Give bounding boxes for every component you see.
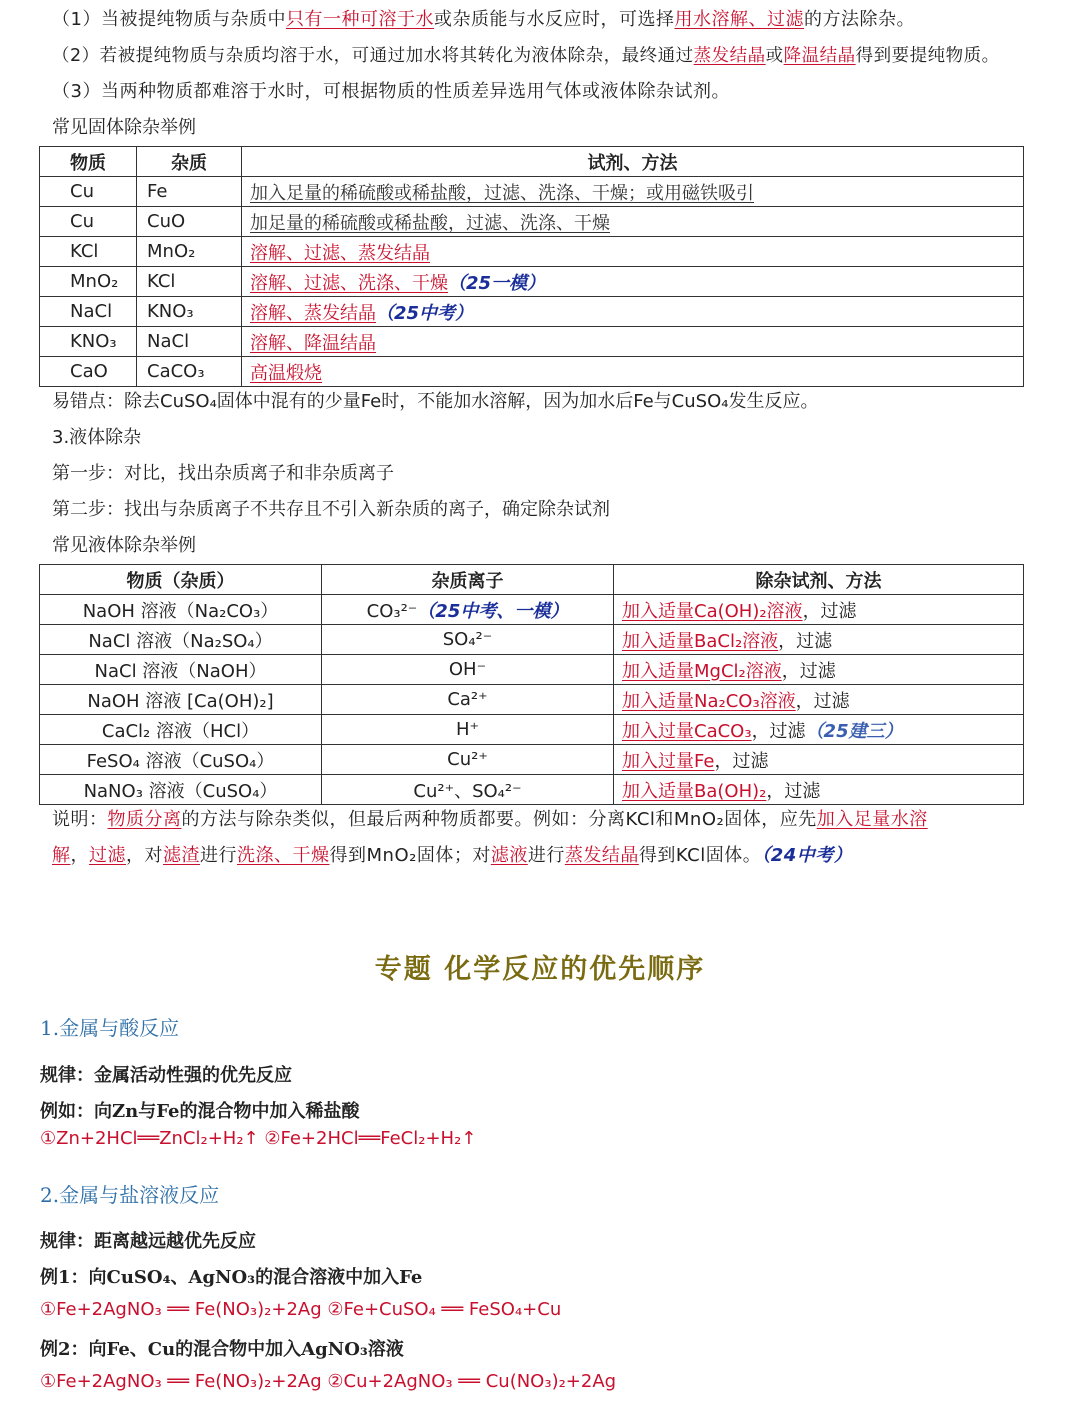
cell-method — [242, 327, 1024, 357]
table-header: 杂质 — [137, 147, 242, 177]
text: 说明： — [52, 809, 108, 830]
cell-reagent — [614, 655, 1024, 685]
text: ， — [70, 845, 89, 866]
rule-1: 规律：金属活动性强的优先反应 — [40, 1065, 292, 1086]
cell-reagent — [614, 685, 1024, 715]
cell-impurity: CuO — [137, 207, 242, 237]
cell-substance: NaCl 溶液（Na₂SO₄） — [40, 625, 322, 655]
text: 得到MnO₂固体；对 — [329, 845, 491, 866]
cell-impurity: KCl — [137, 267, 242, 297]
ion-text: Ca²⁺ — [447, 689, 488, 710]
ion-text: CO₃²⁻ — [366, 600, 418, 622]
cell-reagent — [614, 715, 1024, 745]
cell-ion — [322, 775, 614, 805]
reagent-text: 加入适量Ba(OH)₂ — [622, 780, 767, 802]
cell-substance: NaNO₃ 溶液（CuSO₄） — [40, 775, 322, 805]
method-text: 溶解、降温结晶 — [250, 332, 376, 354]
method-rest: ，过滤 — [751, 720, 806, 742]
text: 得到要提纯物质。 — [855, 46, 1000, 66]
table-row — [40, 327, 1024, 357]
reagent-text: 加入过量Fe — [622, 750, 715, 772]
table-row — [40, 237, 1024, 267]
cell-substance: KNO₃ — [40, 327, 137, 357]
reagent-text: 加入适量MgCl₂溶液 — [622, 660, 782, 682]
cell-substance: Cu — [40, 207, 137, 237]
liquid-step1: 第一步：对比，找出杂质离子和非杂质离子 — [52, 463, 394, 484]
method-rest: ，过滤 — [802, 600, 857, 622]
table-row — [40, 715, 1024, 745]
text: ，对 — [126, 845, 163, 866]
table-row — [40, 297, 1024, 327]
table-header-row — [40, 565, 1024, 595]
cell-substance: NaCl 溶液（NaOH） — [40, 655, 322, 685]
method-text: 加足量的稀硫酸或稀盐酸，过滤、洗涤、干燥 — [250, 212, 610, 234]
text: 得到KCl固体。 — [638, 845, 762, 866]
equation-1: ①Zn+2HCl══ZnCl₂+H₂↑ ②Fe+2HCl══FeCl₂+H₂↑ — [40, 1128, 477, 1149]
cell-substance: Cu — [40, 177, 137, 207]
cell-impurity: CaCO₃ — [137, 357, 242, 387]
cell-method — [242, 267, 1024, 297]
intro-p2 — [52, 44, 1000, 68]
cell-impurity: Fe — [137, 177, 242, 207]
cell-method — [242, 207, 1024, 237]
rule-2: 规律：距离越远越优先反应 — [40, 1231, 256, 1252]
mistake-note: 易错点：除去CuSO₄固体中混有的少量Fe时，不能加水溶解，因为加水后Fe与CuSO₄发生反应。 — [52, 391, 819, 412]
equation-2: ①Fe+2AgNO₃ ══ Fe(NO₃)₂+2Ag ②Fe+CuSO₄ ══ FeSO₄+Cu — [40, 1299, 562, 1320]
method-text: 溶解、过滤、洗涤、干燥 — [250, 272, 448, 294]
ion-text: H⁺ — [455, 719, 480, 740]
method-text: 溶解、过滤、蒸发结晶 — [250, 242, 430, 264]
highlight: 降温结晶 — [783, 46, 856, 66]
cell-substance: NaCl — [40, 297, 137, 327]
cell-ion — [322, 715, 614, 745]
intro-p3: （3）当两种物质都难溶于水时，可根据物质的性质差异选用气体或液体除杂试剂。 — [52, 81, 730, 102]
text: 或杂质能与水反应时，可选择 — [433, 9, 675, 30]
ion-text: Cu²⁺、SO₄²⁻ — [413, 780, 522, 802]
text: （2）若被提纯物质与杂质均溶于水，可通过加水将其转化为液体除杂，最终通过 — [52, 46, 694, 66]
exam-note: （25一模） — [448, 272, 546, 294]
table-row — [40, 357, 1024, 387]
cell-substance: NaOH 溶液（Na₂CO₃） — [40, 595, 322, 625]
reagent-text: 加入适量BaCl₂溶液 — [622, 630, 779, 652]
table-header: 物质（杂质） — [40, 565, 322, 595]
cell-reagent — [614, 625, 1024, 655]
cell-ion — [322, 745, 614, 775]
ion-text: SO₄²⁻ — [442, 629, 493, 650]
text: 进行 — [200, 845, 237, 866]
table-header: 物质 — [40, 147, 137, 177]
method-rest: ，过滤 — [778, 630, 833, 652]
section-heading-1: 1.金属与酸反应 — [40, 1016, 180, 1040]
method-rest: ，过滤 — [766, 780, 821, 802]
example-2: 例1：向CuSO₄、AgNO₃的混合溶液中加入Fe — [40, 1267, 423, 1288]
table-header: 杂质离子 — [322, 565, 614, 595]
table-row — [40, 267, 1024, 297]
cell-substance: CaO — [40, 357, 137, 387]
explain-line1 — [52, 808, 928, 832]
table-row — [40, 177, 1024, 207]
explain-line2 — [52, 844, 852, 868]
cell-method — [242, 237, 1024, 267]
cell-impurity: NaCl — [137, 327, 242, 357]
cell-method — [242, 177, 1024, 207]
cell-substance: MnO₂ — [40, 267, 137, 297]
ion-text: Cu²⁺ — [447, 749, 488, 770]
table-header-row — [40, 147, 1024, 177]
highlight: 蒸发结晶 — [564, 845, 639, 866]
example-3: 例2：向Fe、Cu的混合物中加入AgNO₃溶液 — [40, 1339, 404, 1360]
reagent-text: 加入适量Ca(OH)₂溶液 — [622, 600, 803, 622]
exam-note: （25建三） — [805, 720, 903, 742]
highlight: 洗涤、干燥 — [237, 845, 330, 866]
highlight: 物质分离 — [107, 809, 182, 830]
method-text: 溶解、蒸发结晶 — [250, 302, 376, 324]
exam-note: （25中考、一模） — [417, 600, 569, 622]
table-row — [40, 775, 1024, 805]
liquid-step2: 第二步：找出与杂质离子不共存且不引入新杂质的离子，确定除杂试剂 — [52, 499, 610, 520]
exam-note: （24中考） — [761, 845, 853, 866]
method-text: 加入足量的稀硫酸或稀盐酸，过滤、洗涤、干燥；或用磁铁吸引 — [250, 182, 754, 204]
table-row — [40, 207, 1024, 237]
method-rest: ，过滤 — [781, 660, 836, 682]
method-text: 高温煅烧 — [250, 362, 322, 384]
cell-ion — [322, 595, 614, 625]
highlight: 用水溶解、过滤 — [674, 9, 804, 30]
solid-heading: 常见固体除杂举例 — [52, 117, 196, 138]
cell-impurity: MnO₂ — [137, 237, 242, 267]
cell-reagent — [614, 595, 1024, 625]
text: （1）当被提纯物质与杂质中 — [52, 9, 286, 30]
method-rest: ，过滤 — [714, 750, 769, 772]
text: 的方法除杂。 — [803, 9, 915, 30]
highlight: 解 — [52, 845, 71, 866]
text: 的方法与除杂类似，但最后两种物质都要。例如：分离KCl和MnO₂固体，应先 — [181, 809, 817, 830]
solid-table — [39, 146, 1024, 387]
cell-substance: KCl — [40, 237, 137, 267]
section-heading-2: 2.金属与盐溶液反应 — [40, 1183, 220, 1207]
equation-3: ①Fe+2AgNO₃ ══ Fe(NO₃)₂+2Ag ②Cu+2AgNO₃ ══ Cu(NO₃)₂+2Ag — [40, 1371, 617, 1392]
table-row — [40, 595, 1024, 625]
cell-impurity: KNO₃ — [137, 297, 242, 327]
cell-ion — [322, 685, 614, 715]
highlight: 只有一种可溶于水 — [285, 9, 434, 30]
cell-reagent — [614, 745, 1024, 775]
text: 或 — [765, 46, 784, 66]
cell-ion — [322, 655, 614, 685]
table-header: 试剂、方法 — [242, 147, 1024, 177]
reagent-text: 加入过量CaCO₃ — [622, 720, 752, 742]
text: 进行 — [527, 845, 565, 866]
ion-text: OH⁻ — [448, 659, 487, 680]
method-rest: ，过滤 — [795, 690, 850, 712]
cell-reagent — [614, 775, 1024, 805]
topic-title: 专题 化学反应的优先顺序 — [374, 954, 706, 985]
table-header: 除杂试剂、方法 — [614, 565, 1024, 595]
example-1: 例如：向Zn与Fe的混合物中加入稀盐酸 — [40, 1101, 360, 1122]
highlight: 加入足量水溶 — [816, 809, 928, 830]
highlight: 滤液 — [490, 845, 528, 866]
highlight: 滤渣 — [163, 845, 200, 866]
cell-method — [242, 357, 1024, 387]
intro-p1 — [52, 8, 915, 32]
liquid-heading: 3.液体除杂 — [52, 427, 142, 448]
table-row — [40, 625, 1024, 655]
highlight: 过滤 — [89, 845, 126, 866]
highlight: 蒸发结晶 — [693, 46, 766, 66]
reagent-text: 加入适量Na₂CO₃溶液 — [622, 690, 796, 712]
table-row — [40, 685, 1024, 715]
cell-substance: CaCl₂ 溶液（HCl） — [40, 715, 322, 745]
liquid-table — [39, 564, 1024, 805]
exam-note: （25中考） — [376, 302, 474, 324]
cell-method — [242, 297, 1024, 327]
table-row — [40, 655, 1024, 685]
liquid-table-heading: 常见液体除杂举例 — [52, 535, 196, 556]
cell-substance: NaOH 溶液 [Ca(OH)₂] — [40, 685, 322, 715]
cell-ion — [322, 625, 614, 655]
cell-substance: FeSO₄ 溶液（CuSO₄） — [40, 745, 322, 775]
table-row — [40, 745, 1024, 775]
